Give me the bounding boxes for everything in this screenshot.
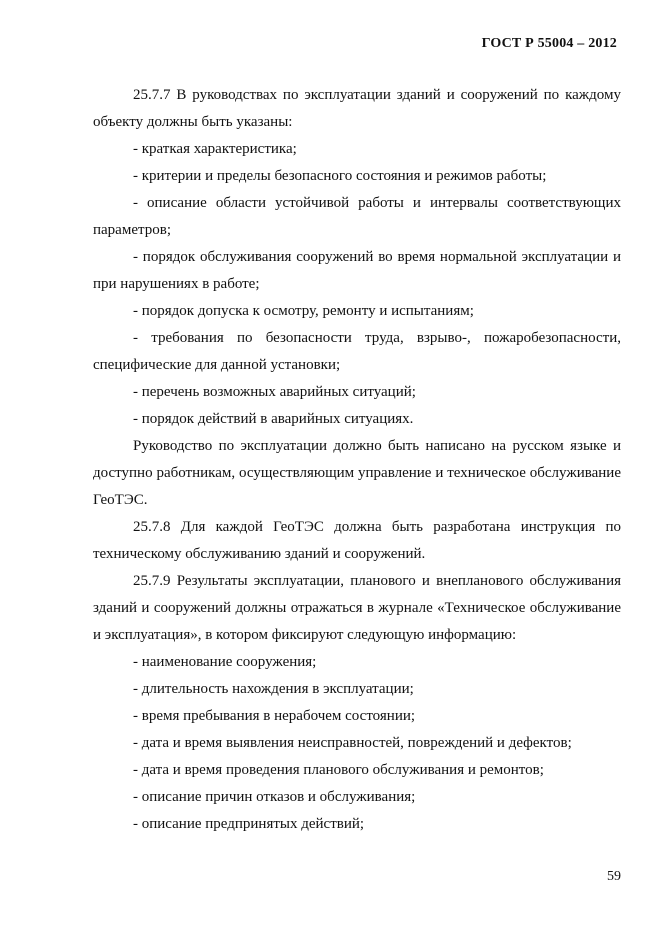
list-item: - краткая характеристика; xyxy=(133,141,297,157)
list-item: - описание предпринятых действий; xyxy=(133,816,365,832)
list-item: - дата и время выявления неисправностей, повреждений и дефектов; xyxy=(133,735,572,751)
list-item: - порядок действий в аварийных ситуациях. xyxy=(133,411,414,427)
list-item: - требования по безопасности труда, взрыво-, пожаробезопасности, специфические для данной установки; xyxy=(93,330,621,373)
page-number: 59 xyxy=(607,869,621,884)
clause-25-7-8: 25.7.8 Для каждой ГеоТЭС должна быть разработана инструкция по техническому обслуживанию зданий и сооружений. xyxy=(93,519,621,562)
list-item: - время пребывания в нерабочем состоянии; xyxy=(133,708,416,724)
document-code-header: ГОСТ Р 55004 – 2012 xyxy=(481,36,617,51)
list-item: - дата и время проведения планового обслуживания и ремонтов; xyxy=(133,762,544,778)
clause-25-7-7-intro: 25.7.7 В руководствах по эксплуатации зданий и сооружений по каждому объекту должны быть указаны: xyxy=(93,87,621,130)
list-item: - описание области устойчивой работы и интервалы соответствующих параметров; xyxy=(93,195,621,238)
document-body xyxy=(93,82,621,838)
list-item: - перечень возможных аварийных ситуаций; xyxy=(133,384,416,400)
clause-25-7-9-intro: 25.7.9 Результаты эксплуатации, планового и внепланового обслуживания зданий и сооружений должны отражаться в журнале «Техническое обслуживание и эксплуатация», в котором фиксируют следующую информацию: xyxy=(93,573,621,643)
list-item: - описание причин отказов и обслуживания; xyxy=(133,789,416,805)
clause-25-7-7-note: Руководство по эксплуатации должно быть написано на русском языке и доступно работникам, осуществляющим управление и техническое обслуживание ГеоТЭС. xyxy=(93,438,621,508)
list-item: - порядок допуска к осмотру, ремонту и испытаниям; xyxy=(133,303,474,319)
list-item: - длительность нахождения в эксплуатации; xyxy=(133,681,414,697)
list-item: - критерии и пределы безопасного состояния и режимов работы; xyxy=(133,168,547,184)
list-item: - наименование сооружения; xyxy=(133,654,317,670)
list-item: - порядок обслуживания сооружений во время нормальной эксплуатации и при нарушениях в работе; xyxy=(93,249,621,292)
